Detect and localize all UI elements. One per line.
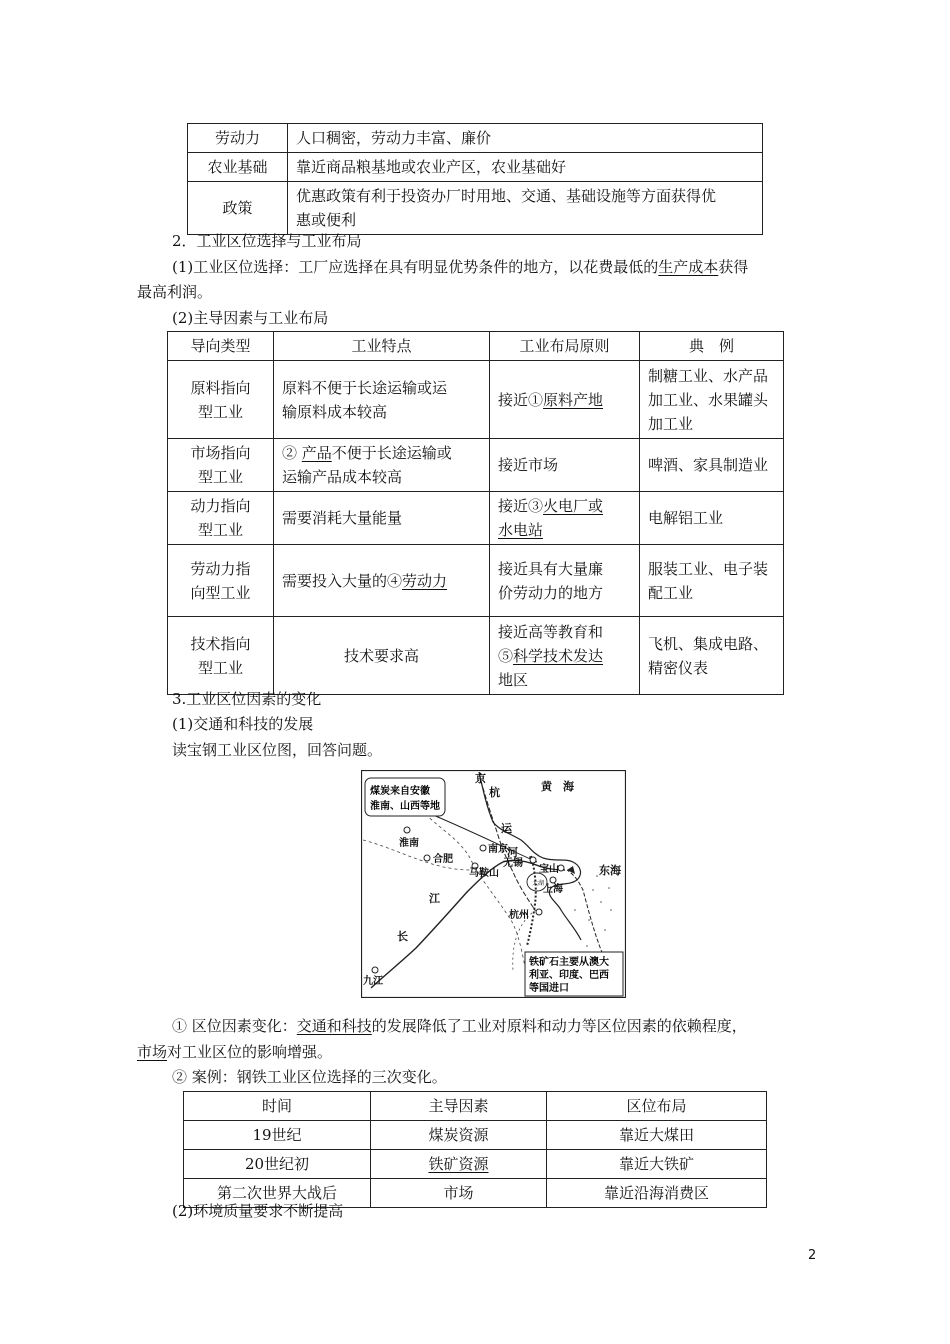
map-label-donghai: 东海	[599, 864, 621, 877]
cell-line: 市场指向	[190, 444, 251, 462]
example-cell	[640, 545, 784, 617]
feature-cell	[274, 361, 490, 439]
paragraph-continued	[137, 1041, 332, 1062]
principle-cell	[490, 361, 640, 439]
principle-cell	[490, 492, 640, 545]
iron-note-line: 铁矿石主要从澳大	[529, 957, 609, 968]
column-header: 典 例	[640, 332, 784, 361]
map-label-jiang: 江	[429, 892, 440, 905]
iron-note-line: 等国进口	[529, 983, 569, 994]
shanghai-marker	[550, 877, 556, 883]
time-cell: 第二次世界大战后	[184, 1179, 371, 1208]
map-label-hang: 杭	[489, 786, 500, 799]
table-row	[168, 492, 784, 545]
column-header: 工业特点	[274, 332, 490, 361]
factor-cell: 政策	[188, 182, 288, 235]
cell-line: 型工业	[197, 658, 243, 677]
cell-line: 劳动力指	[190, 559, 251, 578]
baosteel-location-map	[361, 770, 626, 998]
column-header: 工业布局原则	[490, 332, 640, 361]
time-cell: 20世纪初	[184, 1150, 371, 1179]
table-header-row	[184, 1092, 767, 1121]
map-label-maanshan: 马鞍山	[469, 868, 499, 879]
cell-line: 技术指向	[190, 634, 251, 653]
map-label-baoshan: 宝山	[539, 864, 559, 875]
huainan-marker	[404, 827, 410, 833]
blank-answer: 劳动力	[402, 571, 448, 590]
section-heading: 3.工业区位因素的变化	[172, 690, 322, 708]
cell-line	[282, 441, 481, 465]
table-row	[168, 439, 784, 492]
cell-line	[498, 644, 631, 668]
table-row	[188, 124, 763, 153]
hefei-marker	[424, 855, 430, 861]
paragraph	[172, 1015, 747, 1036]
blank-answer: 交通和科技	[296, 1017, 372, 1035]
time-cell: 19世纪	[184, 1121, 371, 1150]
cell-line: 接近具有大量廉	[498, 559, 604, 578]
wuxi-marker	[530, 857, 536, 863]
blank-answer: 铁矿资源	[428, 1155, 489, 1173]
map-label-yun: 运	[501, 822, 512, 835]
text: 不便于长途运输或	[331, 444, 452, 462]
example-cell	[640, 361, 784, 439]
feature-cell	[274, 545, 490, 617]
column-header: 时间	[184, 1092, 371, 1121]
principle-cell	[490, 545, 640, 617]
location-factor-table	[187, 123, 763, 235]
iron-note-line: 利亚、印度、巴西	[529, 970, 609, 981]
factor-desc-cell	[288, 182, 763, 235]
blank-answer: 生产成本	[658, 258, 719, 276]
steel-location-table	[183, 1091, 767, 1208]
coal-note-line: 淮南、山西等地	[370, 801, 440, 812]
table-row	[188, 153, 763, 182]
map-label-hefei: 合肥	[433, 854, 453, 865]
text: 对工业区位的影响增强。	[167, 1043, 333, 1061]
table-row	[184, 1121, 767, 1150]
type-cell	[168, 439, 274, 492]
cell-line: 运输产品成本较高	[282, 468, 403, 486]
factor-cell	[371, 1150, 547, 1179]
cell-line: 动力指向	[190, 497, 251, 515]
map-label-wuxi: 无锡	[503, 858, 523, 869]
map-label-he: 河	[507, 846, 518, 859]
cell-line: 飞机、集成电路、	[648, 634, 769, 653]
cell-line: 接近高等教育和	[498, 622, 604, 641]
section-heading: 2．工业区位选择与工业布局	[172, 232, 362, 250]
feature-cell: 需要消耗大量能量	[274, 492, 490, 545]
type-cell	[168, 545, 274, 617]
map-label-huanghai: 黄 海	[541, 780, 574, 793]
text: 获得	[718, 258, 749, 276]
cell-line: 向型工业	[190, 583, 251, 602]
map-label-nanjing: 南京	[488, 844, 508, 855]
page-number: 2	[808, 1248, 817, 1263]
table-row	[188, 182, 763, 235]
paragraph: (2)主导因素与工业布局	[172, 309, 329, 327]
cell-line: 原料不便于长途运输或运	[282, 378, 448, 397]
layout-cell: 靠近大铁矿	[547, 1150, 767, 1179]
table-row	[168, 617, 784, 695]
cell-line: 服装工业、电子装	[648, 559, 769, 578]
factor-cell: 市场	[371, 1179, 547, 1208]
text: ②	[282, 444, 302, 462]
table-row	[168, 361, 784, 439]
layout-cell: 靠近沿海消费区	[547, 1179, 767, 1208]
desc-line: 惠或便利	[296, 211, 357, 229]
paragraph-continued: 最高利润。	[137, 283, 213, 301]
factor-cell: 煤炭资源	[371, 1121, 547, 1150]
cell-line: 加工业、水果罐头	[648, 390, 769, 409]
map-label-shanghai: 上海	[543, 884, 563, 895]
cell-line: 加工业	[648, 414, 694, 433]
factor-cell: 农业基础	[188, 153, 288, 182]
map-label-taihu: 太湖	[532, 880, 545, 887]
text: 需要投入大量的④	[282, 571, 403, 590]
cell-line: 地区	[498, 670, 529, 689]
principle-cell	[490, 617, 640, 695]
table-row	[168, 545, 784, 617]
cell-line	[498, 518, 631, 542]
desc-line: 优惠政策有利于投资办厂时用地、交通、基础设施等方面获得优	[296, 187, 717, 205]
text: 接近③	[498, 497, 544, 515]
text: 接近①	[498, 390, 544, 409]
cell-line: 价劳动力的地方	[498, 583, 604, 602]
example-cell: 电解铝工业	[640, 492, 784, 545]
feature-cell	[274, 439, 490, 492]
cell-line	[498, 494, 631, 518]
factor-desc-cell: 人口稠密，劳动力丰富、廉价	[288, 124, 763, 153]
column-header: 导向类型	[168, 332, 274, 361]
factor-cell: 劳动力	[188, 124, 288, 153]
hangzhou-marker	[536, 909, 542, 915]
text: ① 区位因素变化：	[172, 1017, 297, 1035]
cell-line: 原料指向	[190, 378, 251, 397]
cell-line: 配工业	[648, 583, 694, 602]
factor-desc-cell: 靠近商品粮基地或农业产区，农业基础好	[288, 153, 763, 182]
table-header-row	[168, 332, 784, 361]
map-label-jiujiang: 九江	[363, 976, 383, 987]
jiujiang-marker	[372, 967, 378, 973]
example-cell: 啤酒、家具制造业	[640, 439, 784, 492]
nanjing-marker	[480, 845, 486, 851]
paragraph: (2)环境质量要求不断提高	[172, 1202, 344, 1220]
blank-answer: 原料产地	[543, 390, 604, 409]
type-cell	[168, 617, 274, 695]
cell-line: 型工业	[197, 402, 243, 421]
type-cell	[168, 361, 274, 439]
cell-line: 型工业	[197, 468, 243, 486]
blank-answer: 产品	[301, 444, 332, 462]
blank-answer: 火电厂或	[543, 497, 604, 515]
coal-note-line: 煤炭来自安徽	[370, 786, 430, 797]
cell-line: 制糖工业、水产品	[648, 366, 769, 385]
table-row	[184, 1150, 767, 1179]
cell-line: 精密仪表	[648, 658, 709, 677]
feature-cell: 技术要求高	[274, 617, 490, 695]
map-label-jing: 京	[475, 772, 486, 785]
blank-answer: 科学技术发达	[513, 646, 604, 665]
principle-cell: 接近市场	[490, 439, 640, 492]
paragraph: (1)交通和科技的发展	[172, 715, 314, 733]
blank-answer: 市场	[137, 1043, 168, 1061]
paragraph: ② 案例：钢铁工业区位选择的三次变化。	[172, 1068, 447, 1086]
column-header: 区位布局	[547, 1092, 767, 1121]
paragraph	[172, 256, 748, 277]
text: 的发展降低了工业对原料和动力等区位因素的依赖程度，	[371, 1017, 747, 1035]
text: (1)工业区位选择：工厂应选择在具有明显优势条件的地方，以花费最低的	[172, 258, 659, 276]
cell-line: 型工业	[197, 521, 243, 539]
blank-answer: 水电站	[498, 521, 544, 539]
example-cell	[640, 617, 784, 695]
text: ⑤	[498, 646, 514, 665]
cell-line: 输原料成本较高	[282, 402, 388, 421]
map-label-huainan: 淮南	[399, 838, 419, 849]
paragraph: 读宝钢工业区位图，回答问题。	[172, 741, 383, 759]
layout-cell: 靠近大煤田	[547, 1121, 767, 1150]
map-label-chang: 长	[397, 930, 408, 943]
map-label-hangzhou: 杭州	[509, 910, 529, 921]
column-header: 主导因素	[371, 1092, 547, 1121]
type-cell	[168, 492, 274, 545]
industry-orientation-table	[167, 331, 784, 695]
